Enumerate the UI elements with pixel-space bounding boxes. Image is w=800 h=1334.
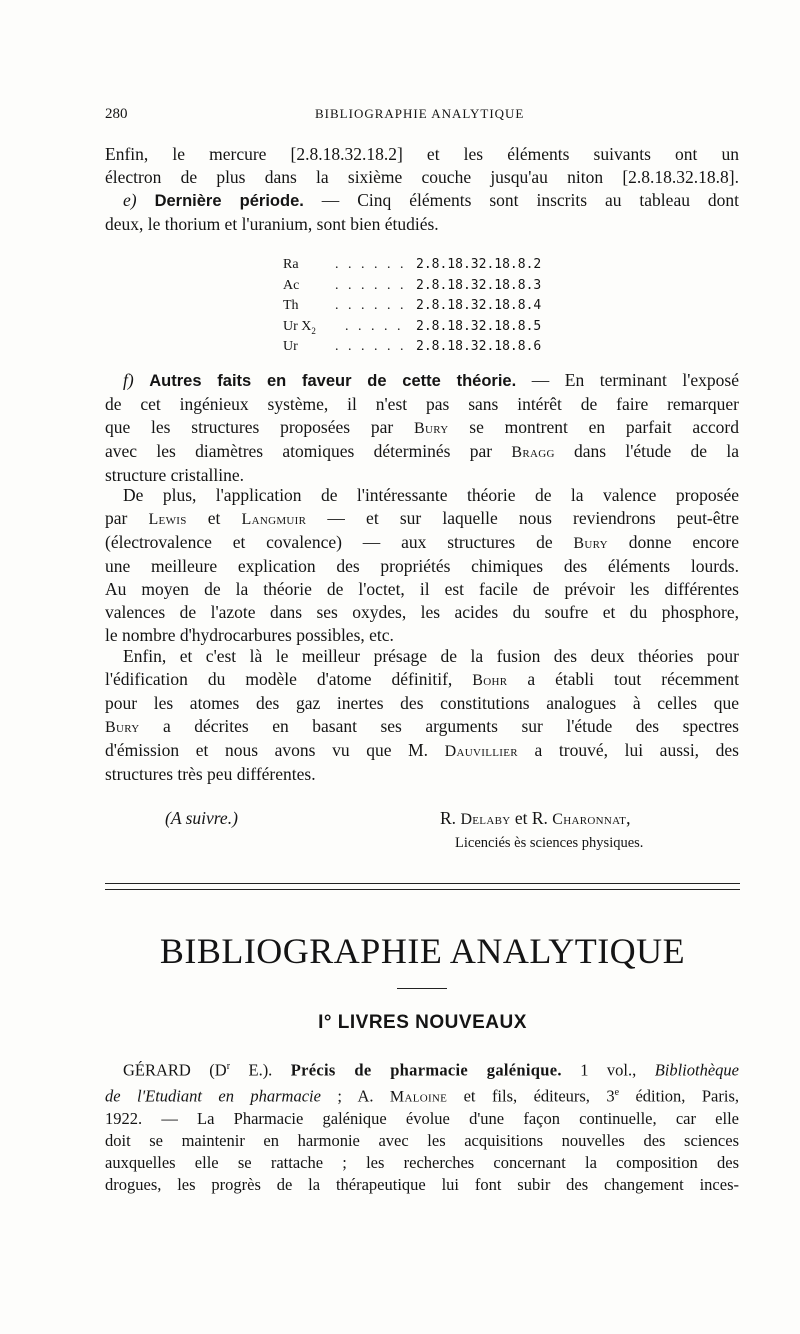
person-name: Dauvillier bbox=[444, 743, 518, 760]
book-title: Précis de pharmacie galénique. bbox=[290, 1060, 562, 1080]
intro-paragraph bbox=[105, 143, 739, 189]
author-name: Delaby bbox=[460, 811, 511, 828]
text-line: de cet ingénieux système, il n'est pas sans intérêt de faire remarquer bbox=[105, 394, 739, 414]
text-line: le nombre d'hydrocarbures possibles, etc. bbox=[105, 625, 394, 645]
text-span: et bbox=[186, 508, 242, 528]
electron-configuration: 2.8.18.32.18.8.2 bbox=[416, 257, 542, 272]
bohr-paragraph bbox=[105, 645, 739, 786]
text-line: Enfin, et c'est là le meilleur présage de la fusion des deux théories pour bbox=[123, 646, 739, 666]
element-row bbox=[283, 296, 553, 317]
text-span: d'émission et nous avons vu que M. bbox=[105, 740, 445, 760]
text-span: , bbox=[626, 808, 631, 828]
book-review-paragraph bbox=[105, 1056, 739, 1196]
text-line bbox=[105, 715, 739, 739]
element-symbol-text: Ur X bbox=[283, 318, 312, 334]
text-span: 1 vol., bbox=[561, 1060, 655, 1080]
superscript: e bbox=[614, 1086, 620, 1098]
element-symbol: Th bbox=[283, 298, 299, 313]
text-span: par bbox=[105, 508, 149, 528]
text-line bbox=[105, 739, 739, 763]
leader-dots: . . . . . bbox=[345, 318, 404, 334]
electron-configuration: 2.8.18.32.18.8.6 bbox=[416, 339, 542, 354]
text-line bbox=[105, 189, 739, 213]
person-name: Langmuir bbox=[241, 511, 307, 528]
text-span: que les structures proposées par bbox=[105, 417, 414, 437]
text-span: — En terminant l'exposé bbox=[516, 370, 739, 390]
lewis-paragraph bbox=[105, 484, 739, 647]
text-line: structure cristalline. bbox=[105, 465, 244, 485]
element-row bbox=[283, 255, 553, 276]
text-span: édition, Paris, bbox=[619, 1086, 739, 1105]
series-title: Bibliothèque bbox=[654, 1060, 740, 1080]
author-signature bbox=[440, 808, 631, 829]
author-name: Charonnat bbox=[552, 811, 627, 828]
element-table bbox=[283, 255, 553, 358]
running-head bbox=[105, 106, 740, 128]
page-number: 280 bbox=[105, 106, 128, 122]
text-line bbox=[105, 440, 739, 464]
text-span: — et sur laquelle nous reviendrons peut-être bbox=[306, 508, 739, 528]
text-span: se montrent en parfait accord bbox=[448, 417, 739, 437]
text-line: une meilleure explication des propriétés chimiques des éléments lourds. bbox=[105, 556, 739, 576]
leader-dots: . . . . . . bbox=[335, 339, 407, 354]
element-symbol: Ur bbox=[283, 339, 298, 354]
person-name: Bury bbox=[105, 719, 140, 736]
text-line bbox=[105, 369, 739, 393]
text-span: ; A. bbox=[320, 1086, 390, 1105]
section-divider bbox=[105, 883, 740, 884]
person-name: Bury bbox=[414, 420, 449, 437]
section-heading-inline: Dernière période. bbox=[154, 192, 304, 210]
electron-configuration: 2.8.18.32.18.8.4 bbox=[416, 298, 542, 313]
person-name: Bury bbox=[573, 535, 608, 552]
text-line bbox=[105, 668, 739, 692]
publisher-name: Maloine bbox=[389, 1088, 448, 1105]
leader-dots: . . . . . . bbox=[335, 277, 407, 293]
text-line: auxquelles elle se rattache ; les recherches concernant la composition des bbox=[105, 1153, 739, 1172]
text-line: structures très peu différentes. bbox=[105, 764, 316, 784]
text-line: deux, le thorium et l'uranium, sont bien étudiés. bbox=[105, 214, 439, 234]
review-author: GÉRARD (D bbox=[123, 1060, 227, 1080]
text-span: l'édification du modèle d'atome définitif, bbox=[105, 669, 473, 689]
person-name: Bragg bbox=[511, 444, 555, 461]
element-row bbox=[283, 317, 553, 338]
text-line: Enfin, le mercure [2.8.18.32.18.2] et les éléments suivants ont un bbox=[105, 144, 739, 164]
text-line: 1922. — La Pharmacie galénique évolue d'une façon continuelle, car elle bbox=[105, 1109, 739, 1128]
section-f-paragraph bbox=[105, 369, 739, 487]
text-span: a trouvé, lui aussi, des bbox=[517, 740, 739, 760]
heading-rule bbox=[397, 988, 447, 989]
text-line: valences de l'azote dans ses oxydes, les acides du soufre et du phosphore, bbox=[105, 602, 739, 622]
text-line bbox=[105, 416, 739, 440]
electron-configuration: 2.8.18.32.18.8.5 bbox=[416, 318, 542, 334]
to-be-continued: (A suivre.) bbox=[165, 808, 238, 828]
section-heading: BIBLIOGRAPHIE ANALYTIQUE bbox=[159, 931, 686, 971]
element-row bbox=[283, 337, 553, 358]
author-credentials: Licenciés ès sciences physiques. bbox=[455, 835, 644, 851]
text-line: doit se maintenir en harmonie avec les acquisitions nouvelles des sciences bbox=[105, 1131, 739, 1150]
text-span: (électrovalence et covalence) — aux structures de bbox=[105, 532, 574, 552]
text-span: et fils, éditeurs, 3 bbox=[447, 1086, 615, 1105]
text-line: De plus, l'application de l'intéressante théorie de la valence proposée bbox=[123, 485, 739, 505]
section-label: f) bbox=[123, 370, 134, 390]
section-divider bbox=[105, 889, 740, 890]
text-span: — Cinq éléments sont inscrits au tableau dont bbox=[303, 190, 740, 210]
text-span: et R. bbox=[510, 808, 553, 828]
text-span: E.). bbox=[230, 1060, 273, 1080]
section-label: e) bbox=[123, 190, 137, 210]
element-symbol: Ac bbox=[283, 277, 300, 293]
text-line bbox=[105, 1056, 739, 1082]
running-title: BIBLIOGRAPHIE ANALYTIQUE bbox=[315, 106, 525, 121]
text-span: R. bbox=[440, 808, 461, 828]
text-line: Au moyen de la théorie de l'octet, il est facile de prévoir les différentes bbox=[105, 579, 739, 599]
text-line bbox=[105, 531, 739, 555]
text-line: électron de plus dans la sixième couche jusqu'au niton [2.8.18.32.18.8]. bbox=[105, 167, 739, 187]
series-title: de l'Etudiant en pharmacie bbox=[105, 1086, 321, 1105]
text-line: drogues, les progrès de la thérapeutique lui font subir des changement inces- bbox=[105, 1175, 739, 1194]
text-line bbox=[105, 1082, 739, 1109]
leader-dots: . . . . . . bbox=[335, 257, 407, 272]
text-span: donne encore bbox=[607, 532, 739, 552]
text-line bbox=[105, 507, 739, 531]
element-row bbox=[283, 276, 553, 297]
subsection-heading: I° LIVRES NOUVEAUX bbox=[318, 1012, 527, 1033]
element-symbol: Ra bbox=[283, 257, 299, 272]
person-name: Lewis bbox=[148, 511, 187, 528]
text-span: avec les diamètres atomiques déterminés par bbox=[105, 441, 512, 461]
text-span: a établi tout récemment bbox=[507, 669, 739, 689]
section-heading-inline: Autres faits en faveur de cette théorie. bbox=[149, 372, 517, 390]
element-subscript: 2 bbox=[311, 325, 316, 336]
section-e-paragraph bbox=[105, 189, 739, 236]
text-line: pour les atomes des gaz inertes des constitutions analogues à celles que bbox=[105, 693, 739, 713]
text-span: dans l'étude de la bbox=[554, 441, 739, 461]
electron-configuration: 2.8.18.32.18.8.3 bbox=[416, 277, 542, 293]
superscript: r bbox=[226, 1061, 231, 1072]
person-name: Bohr bbox=[472, 672, 508, 689]
text-span: a décrites en basant ses arguments sur l'étude des spectres bbox=[139, 716, 739, 736]
leader-dots: . . . . . . bbox=[335, 298, 407, 313]
